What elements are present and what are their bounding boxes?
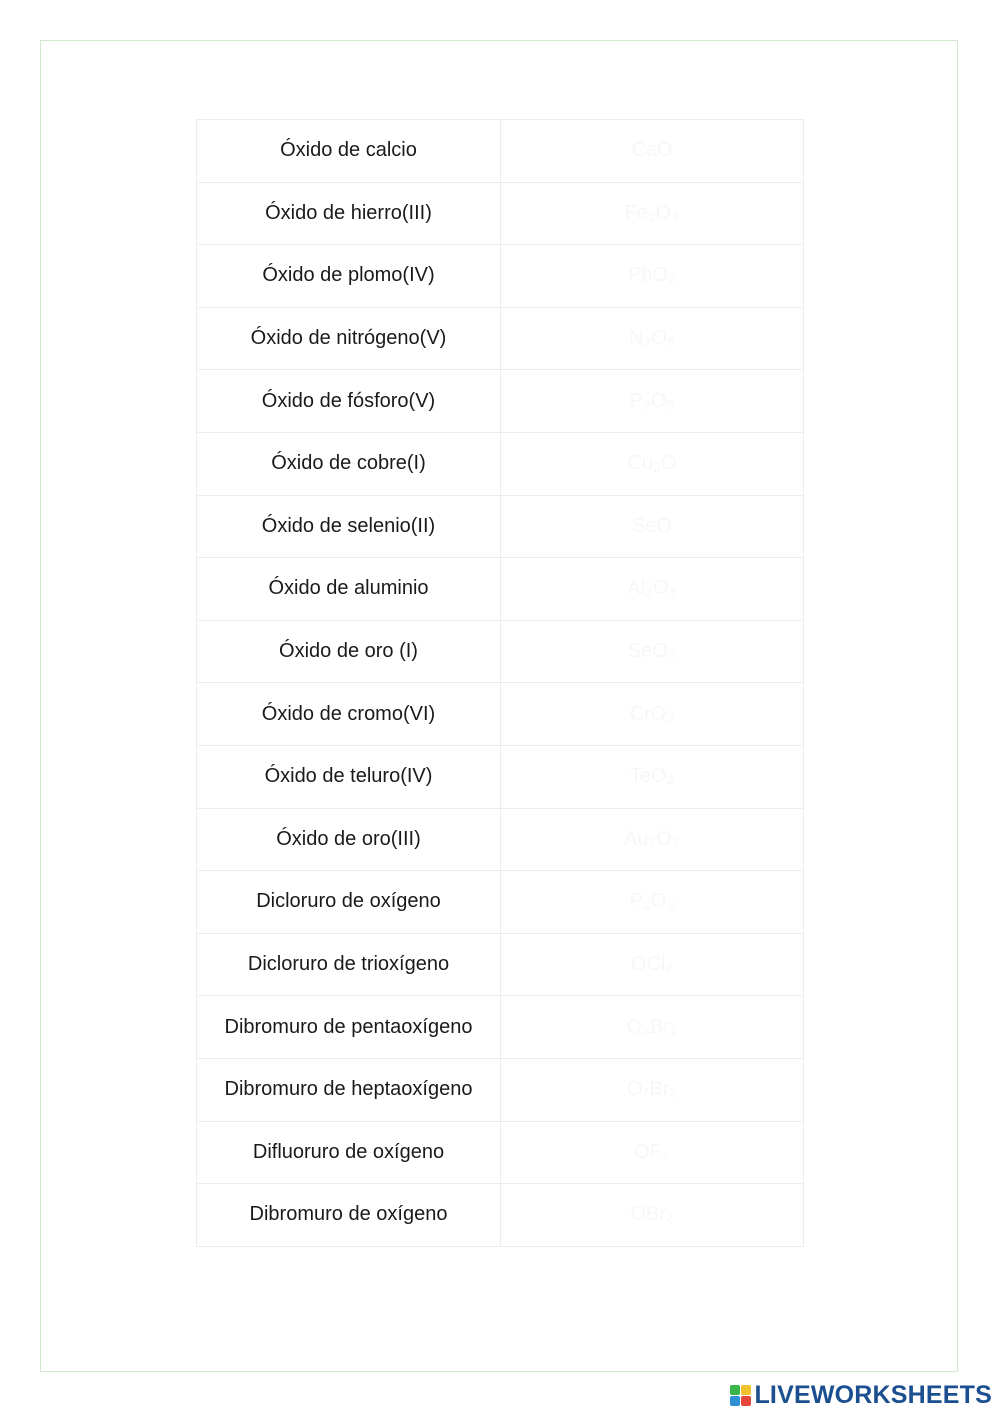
compound-formula[interactable]: P₂O₅ xyxy=(501,370,804,433)
compound-name: Dibromuro de oxígeno xyxy=(197,1184,501,1247)
table-row xyxy=(197,558,804,621)
compound-formula[interactable]: SeO₃ xyxy=(501,620,804,683)
compound-name: Dibromuro de heptaoxígeno xyxy=(197,1058,501,1121)
table-row xyxy=(197,745,804,808)
compound-name: Óxido de fósforo(V) xyxy=(197,370,501,433)
liveworksheets-logo-icon xyxy=(730,1385,751,1406)
compound-name: Dibromuro de pentaoxígeno xyxy=(197,996,501,1059)
compound-name: Óxido de plomo(IV) xyxy=(197,245,501,308)
table-row xyxy=(197,182,804,245)
table-row xyxy=(197,245,804,308)
compound-formula[interactable]: P₂O₃ xyxy=(501,871,804,934)
compound-formula[interactable]: O₇Br₂ xyxy=(501,1058,804,1121)
compound-formula[interactable]: OF₂ xyxy=(501,1121,804,1184)
compound-formula[interactable]: Al₂O₃ xyxy=(501,558,804,621)
table-row xyxy=(197,1184,804,1247)
compound-table-body xyxy=(197,120,804,1247)
compound-table xyxy=(196,119,804,1247)
compound-formula[interactable]: PbO₂ xyxy=(501,245,804,308)
compound-name: Óxido de teluro(IV) xyxy=(197,745,501,808)
compound-formula[interactable]: CrO₃ xyxy=(501,683,804,746)
compound-name: Óxido de oro(III) xyxy=(197,808,501,871)
compound-name: Óxido de nitrógeno(V) xyxy=(197,307,501,370)
table-row xyxy=(197,1058,804,1121)
table-row xyxy=(197,996,804,1059)
compound-formula[interactable]: Fe₂O₃ xyxy=(501,182,804,245)
compound-formula[interactable]: CaO xyxy=(501,120,804,183)
brand-text: LIVEWORKSHEETS xyxy=(754,1381,992,1409)
liveworksheets-brand[interactable] xyxy=(730,1383,992,1408)
compound-formula[interactable]: OBr₂ xyxy=(501,1184,804,1247)
compound-name: Óxido de cromo(VI) xyxy=(197,683,501,746)
compound-name: Dicloruro de oxígeno xyxy=(197,871,501,934)
compound-formula[interactable]: Au₂O₃ xyxy=(501,808,804,871)
table-row xyxy=(197,933,804,996)
compound-formula[interactable]: OCl₂ xyxy=(501,933,804,996)
table-row xyxy=(197,432,804,495)
table-row xyxy=(197,871,804,934)
compound-name: Óxido de hierro(III) xyxy=(197,182,501,245)
compound-name: Óxido de cobre(I) xyxy=(197,432,501,495)
table-row xyxy=(197,683,804,746)
table-row xyxy=(197,495,804,558)
compound-name: Óxido de calcio xyxy=(197,120,501,183)
compound-name: Óxido de aluminio xyxy=(197,558,501,621)
table-row xyxy=(197,808,804,871)
compound-name: Óxido de selenio(II) xyxy=(197,495,501,558)
compound-formula[interactable]: TeO₂ xyxy=(501,745,804,808)
table-row xyxy=(197,120,804,183)
table-row xyxy=(197,620,804,683)
table-row xyxy=(197,370,804,433)
compound-formula[interactable]: O₅Br₂ xyxy=(501,996,804,1059)
compound-formula[interactable]: SeO xyxy=(501,495,804,558)
compound-formula[interactable]: Cu₂O xyxy=(501,432,804,495)
compound-name: Difluoruro de oxígeno xyxy=(197,1121,501,1184)
compound-formula[interactable]: N₂O₅ xyxy=(501,307,804,370)
table-row xyxy=(197,307,804,370)
compound-name: Óxido de oro (I) xyxy=(197,620,501,683)
table-row xyxy=(197,1121,804,1184)
compound-name: Dicloruro de trioxígeno xyxy=(197,933,501,996)
